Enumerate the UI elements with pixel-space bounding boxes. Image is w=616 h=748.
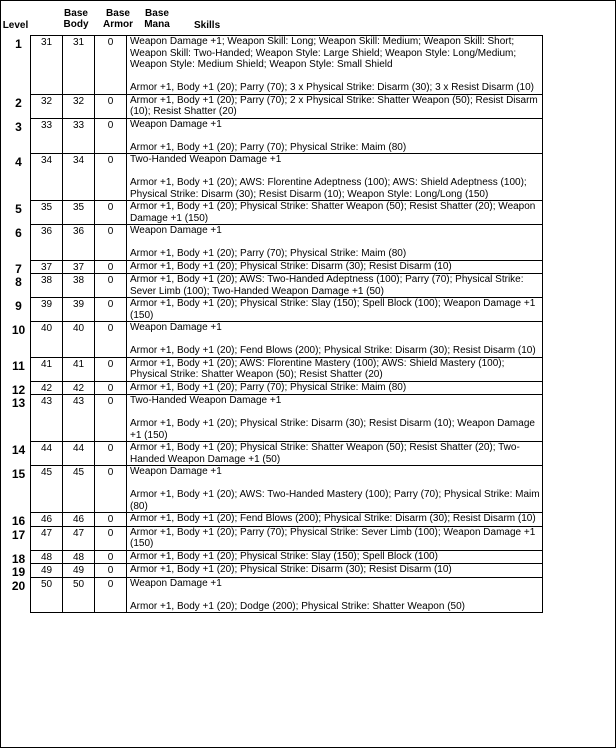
base-mana-cell: 0	[95, 118, 127, 154]
skills-cell	[127, 94, 543, 118]
skills-cell	[127, 260, 543, 274]
table-row	[31, 564, 543, 578]
level-wrap	[15, 226, 60, 240]
base-body-value: 38	[40, 275, 53, 286]
skills-text: Weapon Damage +1	[130, 577, 222, 589]
paragraph-gap	[130, 71, 540, 83]
base-armor-cell: 33	[63, 118, 95, 154]
base-mana-cell: 0	[95, 577, 127, 613]
level-wrap	[11, 514, 60, 528]
level-number: 3	[15, 119, 22, 134]
table-row	[31, 357, 543, 381]
base-armor-cell: 44	[63, 442, 95, 466]
base-body-value: 31	[40, 37, 53, 48]
skills-text: Armor +1, Body +1 (20); Parry (70); Physical Strike: Maim (80)	[130, 141, 407, 153]
base-armor-cell: 37	[63, 260, 95, 274]
skills-text: Armor +1, Body +1 (20); Physical Strike: Disarm (30); Resist Disarm (10)	[130, 260, 452, 272]
skills-cell	[127, 577, 543, 613]
table-row	[31, 94, 543, 118]
table-row	[31, 395, 543, 442]
base-body-value: 46	[40, 514, 53, 525]
skills-text: Armor +1, Body +1 (20); Parry (70); Physical Strike: Maim (80)	[130, 248, 407, 259]
base-armor-cell: 47	[63, 526, 95, 550]
base-mana-cell: 0	[95, 564, 127, 578]
header-base-armor-line1: Base	[106, 8, 130, 19]
level-wrap	[15, 202, 60, 216]
level-number: 8	[15, 275, 22, 289]
level-wrap	[15, 37, 60, 51]
skills-text: Armor +1, Body +1 (20); AWS: Florentine Adeptness (100); AWS: Shield Adeptness (100); Physical Strike: Disarm (30); Resist Disarm (10); Weapon Style: Long/Long (150)	[130, 177, 527, 200]
table-row	[31, 298, 543, 322]
skills-text: Two-Handed Weapon Damage +1	[130, 154, 282, 165]
table-row	[31, 550, 543, 564]
skills-text: Armor +1, Body +1 (20); Physical Strike: Slay (150); Spell Block (100)	[130, 550, 438, 562]
skills-cell	[127, 36, 543, 95]
level-number: 7	[15, 261, 22, 276]
skills-cell	[127, 550, 543, 564]
skills-cell	[127, 513, 543, 527]
table-row	[31, 466, 543, 513]
level-number: 6	[15, 226, 22, 240]
skills-text: Armor +1, Body +1 (20); Dodge (200); Physical Strike: Shatter Weapon (50)	[130, 600, 465, 612]
paragraph-gap	[130, 130, 540, 142]
table-row	[31, 118, 543, 154]
base-armor-cell: 43	[63, 395, 95, 442]
level-number: 18	[11, 551, 26, 566]
table-row	[31, 381, 543, 395]
base-armor-cell: 42	[63, 381, 95, 395]
table-row	[31, 36, 543, 95]
level-number: 14	[11, 443, 26, 457]
level-wrap	[11, 551, 60, 566]
level-wrap	[11, 578, 60, 593]
skills-cell	[127, 381, 543, 395]
level-number: 13	[11, 396, 26, 410]
table-row	[31, 513, 543, 527]
skills-text: Armor +1, Body +1 (20); Parry (70); 2 x Physical Strike: Shatter Weapon (50); Resist Disarm (10); Resist Shatter (20)	[130, 94, 538, 117]
level-wrap	[11, 565, 60, 579]
level-wrap	[15, 299, 60, 313]
base-mana-cell: 0	[95, 442, 127, 466]
base-body-value: 50	[40, 578, 53, 590]
skills-text: Weapon Damage +1	[130, 322, 222, 333]
base-mana-cell: 0	[95, 357, 127, 381]
level-number: 16	[11, 514, 26, 528]
base-mana-cell: 0	[95, 225, 127, 261]
skills-text: Armor +1, Body +1 (20); Fend Blows (200); Physical Strike: Disarm (30); Resist Disarm (10)	[130, 513, 536, 524]
base-body-cell	[11, 322, 63, 358]
skills-table	[11, 35, 543, 613]
table-row	[31, 260, 543, 274]
base-armor-cell: 50	[63, 577, 95, 613]
base-mana-cell: 0	[95, 260, 127, 274]
level-number: 2	[15, 95, 22, 110]
base-armor-cell: 31	[63, 36, 95, 95]
header-skills: Skills	[194, 20, 221, 31]
level-number: 10	[11, 323, 26, 337]
base-body-cell	[15, 298, 63, 322]
header-base-body-line1: Base	[64, 8, 88, 19]
level-wrap	[15, 275, 60, 289]
header-base-mana-line1: Base	[145, 8, 169, 19]
base-body-cell	[11, 513, 63, 528]
base-armor-cell: 34	[63, 154, 95, 201]
level-number: 5	[15, 202, 22, 216]
table-row	[31, 154, 543, 201]
header-base-mana	[140, 8, 174, 30]
table-row	[31, 322, 543, 358]
level-wrap	[15, 119, 60, 134]
base-body-cell	[11, 577, 63, 613]
base-body-cell	[11, 550, 63, 566]
table-row	[31, 442, 543, 466]
skills-cell	[127, 154, 543, 201]
base-body-value: 45	[40, 467, 53, 478]
base-armor-cell: 49	[63, 564, 95, 578]
base-body-value: 43	[40, 396, 53, 407]
base-mana-cell: 0	[95, 395, 127, 442]
skills-cell	[127, 274, 543, 298]
base-body-value: 32	[40, 95, 53, 107]
base-mana-cell: 0	[95, 36, 127, 95]
header-level: Level	[2, 20, 29, 31]
level-number: 9	[15, 299, 22, 313]
table-row	[31, 201, 543, 225]
base-armor-cell: 40	[63, 322, 95, 358]
skills-cell	[127, 395, 543, 442]
skills-cell	[127, 442, 543, 466]
skills-text: Armor +1, Body +1 (20); Parry (70); Physical Strike: Maim (80)	[130, 381, 407, 393]
header-base-armor-line2: Armor	[102, 19, 133, 30]
skills-text: Weapon Damage +1	[130, 225, 222, 236]
header-base-mana-line2: Mana	[144, 19, 170, 30]
base-body-cell	[11, 466, 63, 513]
base-body-cell	[11, 395, 63, 442]
base-body-cell	[11, 381, 63, 397]
level-number: 15	[11, 467, 26, 481]
base-mana-cell: 0	[95, 94, 127, 118]
base-body-value: 33	[40, 119, 53, 131]
level-number: 17	[11, 527, 26, 542]
level-number: 4	[15, 155, 22, 169]
base-mana-cell: 0	[95, 526, 127, 550]
base-armor-cell: 46	[63, 513, 95, 527]
base-mana-cell: 0	[95, 550, 127, 564]
base-body-value: 48	[40, 551, 53, 563]
skills-cell	[127, 201, 543, 225]
table-row	[31, 274, 543, 298]
base-body-value: 39	[40, 299, 53, 310]
skills-cell	[127, 225, 543, 261]
skills-text: Armor +1, Body +1 (20); AWS: Two-Handed Mastery (100); Parry (70); Physical Strike: Maim (80)	[130, 489, 540, 512]
paragraph-gap	[130, 237, 540, 249]
header-base-body-line2: Body	[63, 19, 89, 30]
skills-text: Armor +1, Body +1 (20); AWS: Florentine Mastery (100); AWS: Shield Mastery (100); Physical Strike: Shatter Weapon (50); Resist Shatter (20)	[130, 357, 505, 380]
base-armor-cell: 35	[63, 201, 95, 225]
skills-cell	[127, 322, 543, 358]
base-body-cell	[11, 564, 63, 579]
base-mana-cell: 0	[95, 274, 127, 298]
skills-text: Armor +1, Body +1 (20); Physical Strike: Shatter Weapon (50); Resist Shatter (20); Weapon Damage +1 (150)	[130, 201, 536, 224]
base-armor-cell: 38	[63, 274, 95, 298]
base-mana-cell: 0	[95, 513, 127, 527]
skills-text: Two-Handed Weapon Damage +1	[130, 395, 282, 406]
table-row	[31, 577, 543, 613]
base-body-value: 34	[40, 155, 53, 166]
skills-cell	[127, 466, 543, 513]
base-mana-cell: 0	[95, 201, 127, 225]
base-body-cell	[12, 357, 63, 381]
level-wrap	[15, 155, 60, 169]
base-armor-cell: 48	[63, 550, 95, 564]
level-number: 19	[11, 565, 26, 579]
header-base-armor	[100, 8, 136, 30]
level-wrap	[12, 358, 60, 373]
base-mana-cell: 0	[95, 466, 127, 513]
base-body-value: 36	[40, 226, 53, 237]
base-armor-cell: 32	[63, 94, 95, 118]
level-number: 1	[15, 37, 22, 51]
skills-text: Armor +1, Body +1 (20); AWS: Two-Handed Adeptness (100); Parry (70); Physical Strike: Sever Limb (100); Two-Handed Weapon Damage +1 (50)	[130, 274, 524, 297]
base-body-value: 40	[40, 323, 53, 334]
paragraph-gap	[130, 334, 540, 346]
paragraph-gap	[130, 589, 540, 601]
header-base-body	[60, 8, 92, 30]
base-armor-cell: 45	[63, 466, 95, 513]
base-mana-cell: 0	[95, 381, 127, 395]
base-body-cell	[15, 154, 63, 201]
skills-text: Armor +1, Body +1 (20); Physical Strike: Disarm (30); Resist Disarm (10)	[130, 564, 452, 575]
base-mana-cell: 0	[95, 154, 127, 201]
level-wrap	[15, 95, 60, 110]
level-wrap	[11, 396, 60, 410]
skills-text: Weapon Damage +1; Weapon Skill: Long; Weapon Skill: Medium; Weapon Skill: Short; Weapon Skill: Two-Handed; Weapon Style: Large Shield; Weapon Style: Long/Medium; Weapon Style: Medium Shield; Weapon Style: Small Shield	[130, 36, 517, 70]
base-body-cell	[15, 94, 63, 118]
base-body-cell	[15, 225, 63, 261]
skills-text: Armor +1, Body +1 (20); Parry (70); Physical Strike: Sever Limb (100); Weapon Damage +1 (150)	[130, 526, 536, 549]
base-body-value: 42	[40, 382, 53, 394]
base-armor-cell: 41	[63, 357, 95, 381]
table-row	[31, 526, 543, 550]
base-body-value: 37	[40, 261, 53, 273]
skills-cell	[127, 526, 543, 550]
base-body-cell	[11, 526, 63, 550]
paragraph-gap	[130, 166, 540, 178]
table-row	[31, 225, 543, 261]
skills-cell	[127, 564, 543, 578]
level-wrap	[11, 382, 60, 397]
skills-cell	[127, 357, 543, 381]
skills-cell	[127, 298, 543, 322]
level-number: 20	[11, 578, 26, 593]
base-body-cell	[15, 118, 63, 154]
skills-cell	[127, 118, 543, 154]
base-body-cell	[15, 36, 63, 95]
base-armor-cell: 36	[63, 225, 95, 261]
skills-text: Weapon Damage +1	[130, 118, 222, 130]
level-number: 12	[11, 382, 26, 397]
skills-text: Weapon Damage +1	[130, 466, 222, 477]
base-body-value: 35	[40, 202, 53, 213]
level-number: 11	[12, 358, 25, 373]
skills-text: Armor +1, Body +1 (20); Physical Strike: Disarm (30); Resist Disarm (10); Weapon Damage +1 (150)	[130, 418, 535, 441]
skills-text: Armor +1, Body +1 (20); Physical Strike: Shatter Weapon (50); Resist Shatter (20); Two-Handed Weapon Damage +1 (50)	[130, 442, 520, 465]
base-body-value: 47	[40, 527, 53, 539]
base-body-cell	[15, 274, 63, 298]
base-body-cell	[11, 442, 63, 466]
base-body-value: 44	[40, 443, 53, 454]
base-body-cell	[15, 260, 63, 276]
level-wrap	[11, 527, 60, 542]
paragraph-gap	[130, 407, 540, 419]
level-wrap	[15, 261, 60, 276]
skills-text: Armor +1, Body +1 (20); Parry (70); 3 x Physical Strike: Disarm (30); 3 x Resist Disarm (10)	[130, 82, 534, 93]
base-body-value: 49	[40, 565, 53, 576]
skills-text: Armor +1, Body +1 (20); Physical Strike: Slay (150); Spell Block (100); Weapon Damage +1 (150)	[130, 298, 536, 321]
base-body-cell	[15, 201, 63, 225]
skills-text: Armor +1, Body +1 (20); Fend Blows (200); Physical Strike: Disarm (30); Resist Disarm (10)	[130, 345, 536, 356]
level-wrap	[11, 443, 60, 457]
skills-table-body	[11, 36, 543, 613]
base-mana-cell: 0	[95, 298, 127, 322]
level-wrap	[11, 467, 60, 481]
level-wrap	[11, 323, 60, 337]
base-body-value: 41	[40, 358, 53, 370]
base-mana-cell: 0	[95, 322, 127, 358]
paragraph-gap	[130, 478, 540, 490]
base-armor-cell: 39	[63, 298, 95, 322]
